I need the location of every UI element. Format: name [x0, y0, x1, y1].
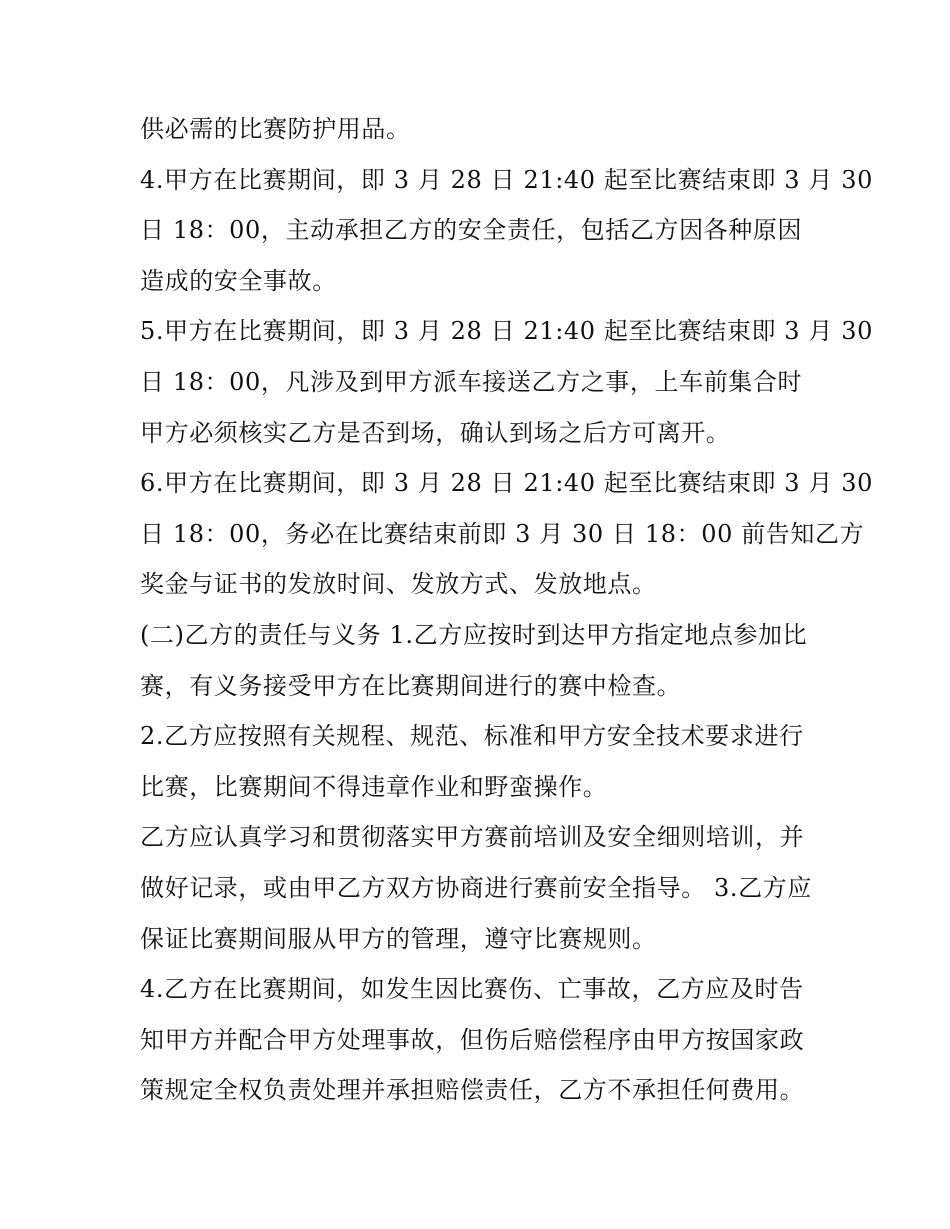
text-line: 做好记录，或由甲乙方双方协商进行赛前安全指导。 3.乙方应 — [140, 873, 812, 902]
text-line: 奖金与证书的发放时间、发放方式、发放地点。 — [140, 570, 657, 599]
text-line: 5.甲方在比赛期间，即 3 月 28 日 21:40 起至比赛结束即 3 月 30 — [140, 317, 873, 346]
text-line: 知甲方并配合甲方处理事故，但伤后赔偿程序由甲方按国家政 — [140, 1025, 805, 1054]
text-line: 比赛，比赛期间不得违章作业和野蛮操作。 — [140, 772, 608, 801]
text-line: 日 18：00，凡涉及到甲方派车接送乙方之事，上车前集合时 — [140, 367, 803, 396]
text-line: (二)乙方的责任与义务 1.乙方应按时到达甲方指定地点参加比 — [140, 620, 808, 649]
text-line: 造成的安全事故。 — [140, 266, 337, 295]
text-line: 赛，有义务接受甲方在比赛期间进行的赛中检查。 — [140, 671, 682, 700]
text-line: 日 18：00，务必在比赛结束前即 3 月 30 日 18：00 前告知乙方 — [140, 519, 865, 548]
text-line: 4.甲方在比赛期间，即 3 月 28 日 21:40 起至比赛结束即 3 月 30 — [140, 165, 873, 194]
text-line: 日 18：00，主动承担乙方的安全责任，包括乙方因各种原因 — [140, 216, 803, 245]
text-line: 乙方应认真学习和贯彻落实甲方赛前培训及安全细则培训，并 — [140, 823, 805, 852]
text-line: 6.甲方在比赛期间，即 3 月 28 日 21:40 起至比赛结束即 3 月 30 — [140, 469, 873, 498]
document-body — [140, 104, 873, 1116]
text-line: 供必需的比赛防护用品。 — [140, 115, 411, 143]
text-line: 4.乙方在比赛期间，如发生因比赛伤、亡事故，乙方应及时告 — [140, 975, 804, 1004]
text-line: 甲方必须核实乙方是否到场，确认到场之后方可离开。 — [140, 418, 731, 447]
text-line: 2.乙方应按照有关规程、规范、标准和甲方安全技术要求进行 — [140, 722, 804, 751]
text-line: 策规定全权负责处理并承担赔偿责任，乙方不承担任何费用。 — [140, 1076, 805, 1105]
text-line: 保证比赛期间服从甲方的管理，遵守比赛规则。 — [140, 924, 657, 953]
